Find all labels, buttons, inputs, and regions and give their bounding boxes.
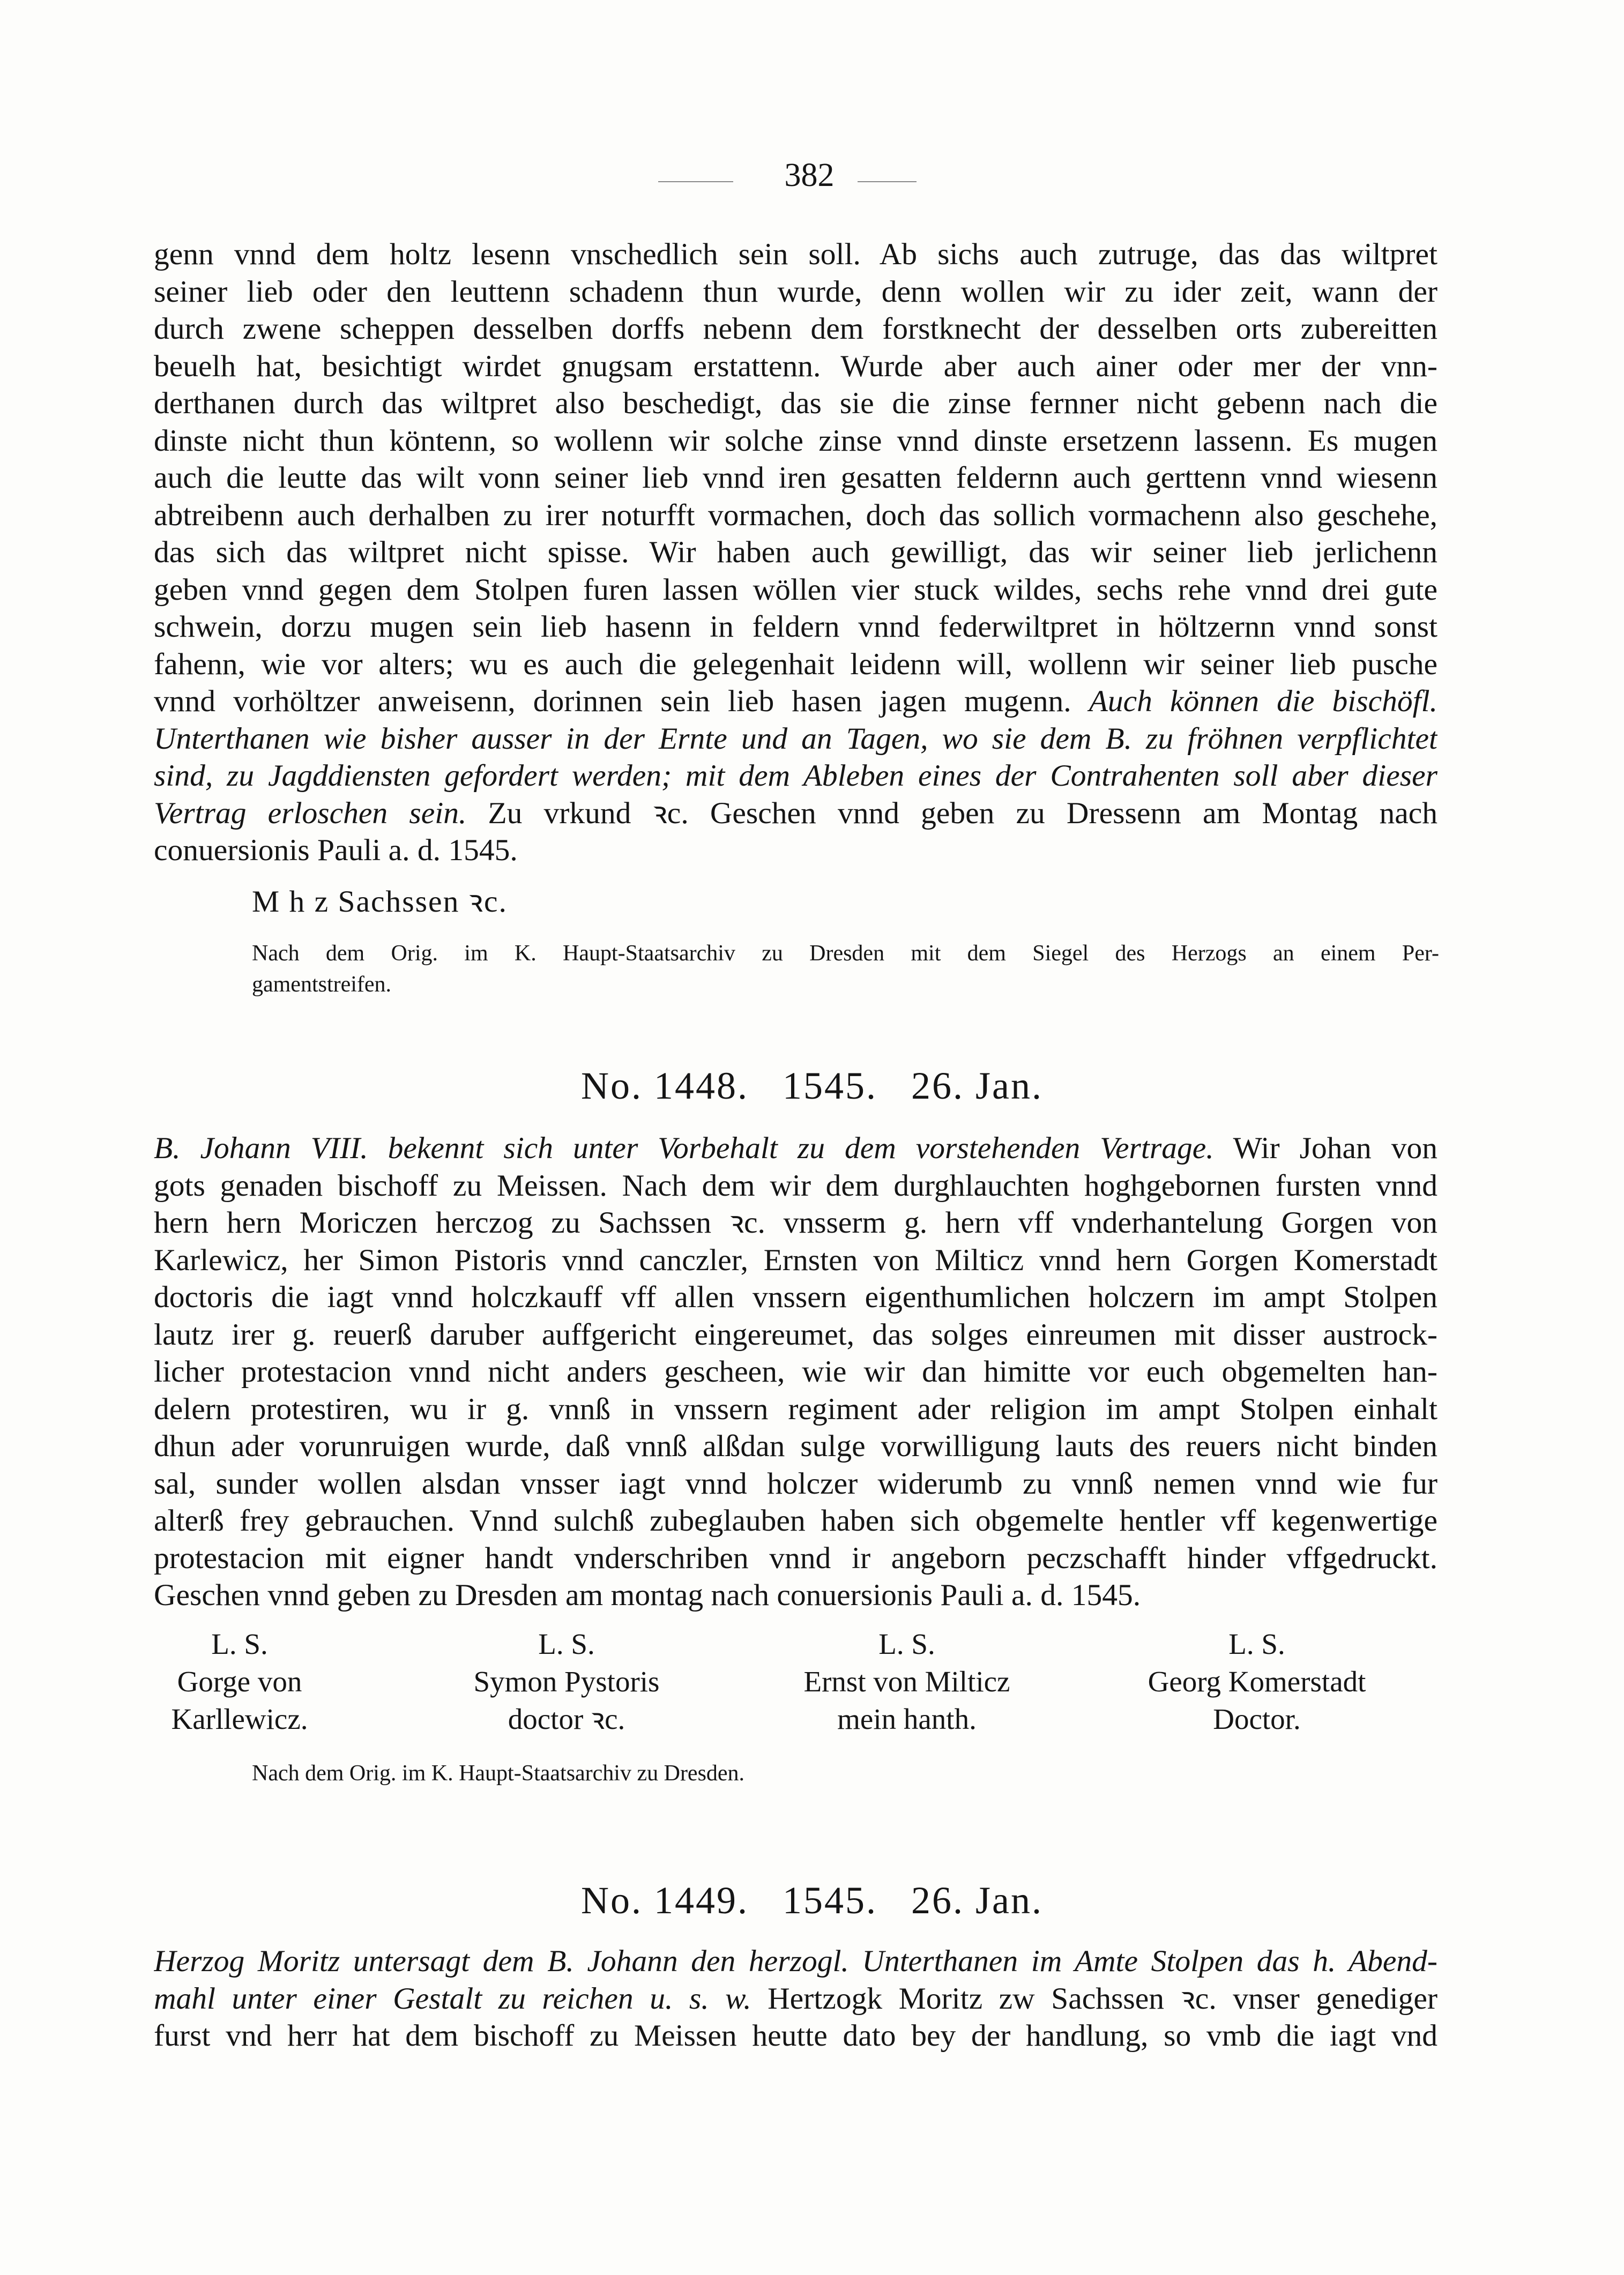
note-line: Nach dem Orig. im K. Haupt-Staatsarchiv zu Dresden mit dem Siegel des Herzogs an einem Per- <box>252 941 1439 966</box>
signatory-title: Doctor. <box>1213 1703 1301 1735</box>
text-line: schwein, dorzu mugen sein lieb hasenn in feldern vnnd federwiltpret in höltzernn vnnd sonst <box>154 610 1437 644</box>
signature-line: M h z Sachssen ꝛc. <box>252 885 508 919</box>
text-line: doctoris die iagt vnnd holczkauff vff allen vnssern eigenthumlichen holczern im ampt Stolpen <box>154 1280 1437 1314</box>
summary-italic: Vertrag erloschen sein. <box>154 796 467 830</box>
text-line: auch die leutte das wilt vonn seiner lieb vnnd iren gesatten feldernn auch gerttenn vnnd wiesenn <box>154 461 1437 495</box>
signatories <box>154 1625 1437 1743</box>
summary-italic: B. Johann VIII. bekennt sich unter Vorbehalt zu dem vorstehenden Vertrage. <box>154 1131 1214 1165</box>
text-line: durch zwene scheppen desselben dorffs nebenn dem forstknecht der desselben orts zubereitten <box>154 312 1437 346</box>
header-rule-left <box>658 181 733 182</box>
summary-italic-line: Unterthanen wie bisher ausser in der Ernte und an Tagen, wo sie dem B. zu fröhnen verpflichtet <box>154 721 1437 756</box>
text-line: hern hern Moriczen herczog zu Sachssen ꝛc. vnsserm g. hern vff vnderhantelung Gorgen von <box>154 1206 1437 1240</box>
signatory <box>1096 1625 1418 1738</box>
seal-mark: L. S. <box>1228 1628 1285 1660</box>
text-segment: vnnd vorhöltzer anweisenn, dorinnen sein lieb hasen jagen mugenn. <box>154 684 1071 718</box>
signatory-name: Georg Komerstadt <box>1148 1665 1366 1698</box>
note-line: gamentstreifen. <box>252 972 392 997</box>
document-heading: No. 1448. 1545. 26. Jan. <box>581 1064 1043 1107</box>
seal-mark: L. S. <box>878 1628 935 1660</box>
text-line: geben vnnd gegen dem Stolpen furen lassen wöllen vier stuck wildes, sechs rehe vnnd drei gute <box>154 572 1437 607</box>
signatory-title: mein hanth. <box>837 1703 977 1735</box>
text-line: delern protestiren, wu ir g. vnnß in vnssern regiment ader religion im ampt Stolpen einhalt <box>154 1392 1437 1426</box>
seal-mark: L. S. <box>538 1628 595 1660</box>
text-line: protestacion mit eigner handt vnderschriben vnnd ir angeborn peczschafft hinder vffgedruckt. <box>154 1541 1437 1575</box>
text-line: seiner lieb oder den leuttenn schadenn thun wurde, denn wollen wir zu ider zeit, wann der <box>154 274 1437 309</box>
section-continuation <box>154 236 1437 869</box>
signatory <box>746 1625 1068 1738</box>
summary-italic: Auch können die bischöfl. <box>1089 684 1437 718</box>
text-line: dinste nicht thun köntenn, so wollenn wir solche zinse vnnd dinste ersetzenn lassenn. Es mugen <box>154 423 1437 458</box>
signatory-name: Symon Pystoris <box>473 1665 660 1698</box>
document-1449-body <box>154 1943 1437 2055</box>
text-line: conuersionis Pauli a. d. 1545. <box>154 833 518 867</box>
text-line: Karlewicz, her Simon Pistoris vnnd canczler, Ernsten von Milticz vnnd hern Gorgen Komerstadt <box>154 1243 1437 1277</box>
signatory-title: Karllewicz. <box>171 1703 308 1735</box>
text-line-mixed <box>154 1130 1437 1167</box>
text-line: fahenn, wie vor alters; wu es auch die gelegenhait leidenn will, wollenn wir seiner lieb pusche <box>154 647 1437 681</box>
signatory <box>406 1625 727 1738</box>
document-heading: No. 1449. 1545. 26. Jan. <box>581 1879 1043 1922</box>
summary-italic-line: Herzog Moritz untersagt dem B. Johann den herzogl. Unterthanen im Amte Stolpen das h. Abend- <box>154 1944 1437 1978</box>
text-line: lautz irer g. reuerß daruber auffgericht eingereumet, das solges einreumen mit disser austrock- <box>154 1317 1437 1352</box>
seal-mark: L. S. <box>211 1628 268 1660</box>
text-line-mixed <box>154 1980 1437 2018</box>
text-line: das sich das wiltpret nicht spisse. Wir haben auch gewilligt, das wir seiner lieb jerlichenn <box>154 535 1437 569</box>
source-note <box>252 938 1439 1000</box>
text-line: alterß frey gebrauchen. Vnnd sulchß zubeglauben haben sich obgemelte hentler vff kegenwertige <box>154 1504 1437 1538</box>
text-line: abtreibenn auch derhalben zu irer noturfft vormachen, doch das sollich vormachenn also geschehe, <box>154 498 1437 532</box>
page-number: 382 <box>784 157 835 193</box>
signatory <box>79 1625 400 1738</box>
text-line: Geschen vnnd geben zu Dresden am montag nach conuersionis Pauli a. d. 1545. <box>154 1578 1141 1612</box>
text-line: dhun ader vorunruigen wurde, daß vnnß alßdan sulge vorwilligung lauts des reuers nicht binden <box>154 1429 1437 1463</box>
text-segment: Wir Johan von <box>1233 1131 1437 1165</box>
text-line: gots genaden bischoff zu Meissen. Nach dem wir dem durghlauchten hoghgebornen fursten vnnd <box>154 1168 1437 1203</box>
document-1448-body <box>154 1130 1437 1614</box>
text-line: sal, sunder wollen alsdan vnsser iagt vnnd holczer widerumb zu vnnß nemen vnnd wie fur <box>154 1466 1437 1501</box>
text-segment: Hertzogk Moritz zw Sachssen ꝛc. vnser genediger <box>768 1981 1437 2016</box>
text-line: genn vnnd dem holtz lesenn vnschedlich sein soll. Ab sichs auch zutruge, das das wiltpret <box>154 237 1437 271</box>
signatory-title: doctor ꝛc. <box>508 1703 625 1735</box>
signatory-name: Gorge von <box>177 1665 302 1698</box>
signatory-name: Ernst von Milticz <box>803 1665 1010 1698</box>
text-line-mixed <box>154 795 1437 832</box>
text-line: derthanen durch das wiltpret also beschedigt, das sie die zinse fernner nicht gebenn nach die <box>154 386 1437 420</box>
text-line-mixed <box>154 683 1437 720</box>
source-note <box>252 1758 1439 1789</box>
summary-italic: mahl unter einer Gestalt zu reichen u. s. w. <box>154 1981 751 2016</box>
header-rule-right <box>858 181 917 182</box>
text-line: licher protestacion vnnd nicht anders gescheen, wie wir dan himitte vor euch obgemelten han- <box>154 1355 1437 1389</box>
text-segment: Zu vrkund ꝛc. Geschen vnnd geben zu Dressenn am Montag nach <box>488 796 1437 830</box>
text-line: beuelh hat, besichtigt wirdet gnugsam erstattenn. Wurde aber auch ainer oder mer der vnn- <box>154 349 1437 383</box>
summary-italic-line: sind, zu Jagddiensten gefordert werden; mit dem Ableben eines der Contrahenten soll aber dieser <box>154 759 1437 793</box>
text-line: furst vnd herr hat dem bischoff zu Meissen heutte dato bey der handlung, so vmb die iagt vnd <box>154 2019 1437 2053</box>
note-line: Nach dem Orig. im K. Haupt-Staatsarchiv zu Dresden. <box>252 1761 745 1786</box>
